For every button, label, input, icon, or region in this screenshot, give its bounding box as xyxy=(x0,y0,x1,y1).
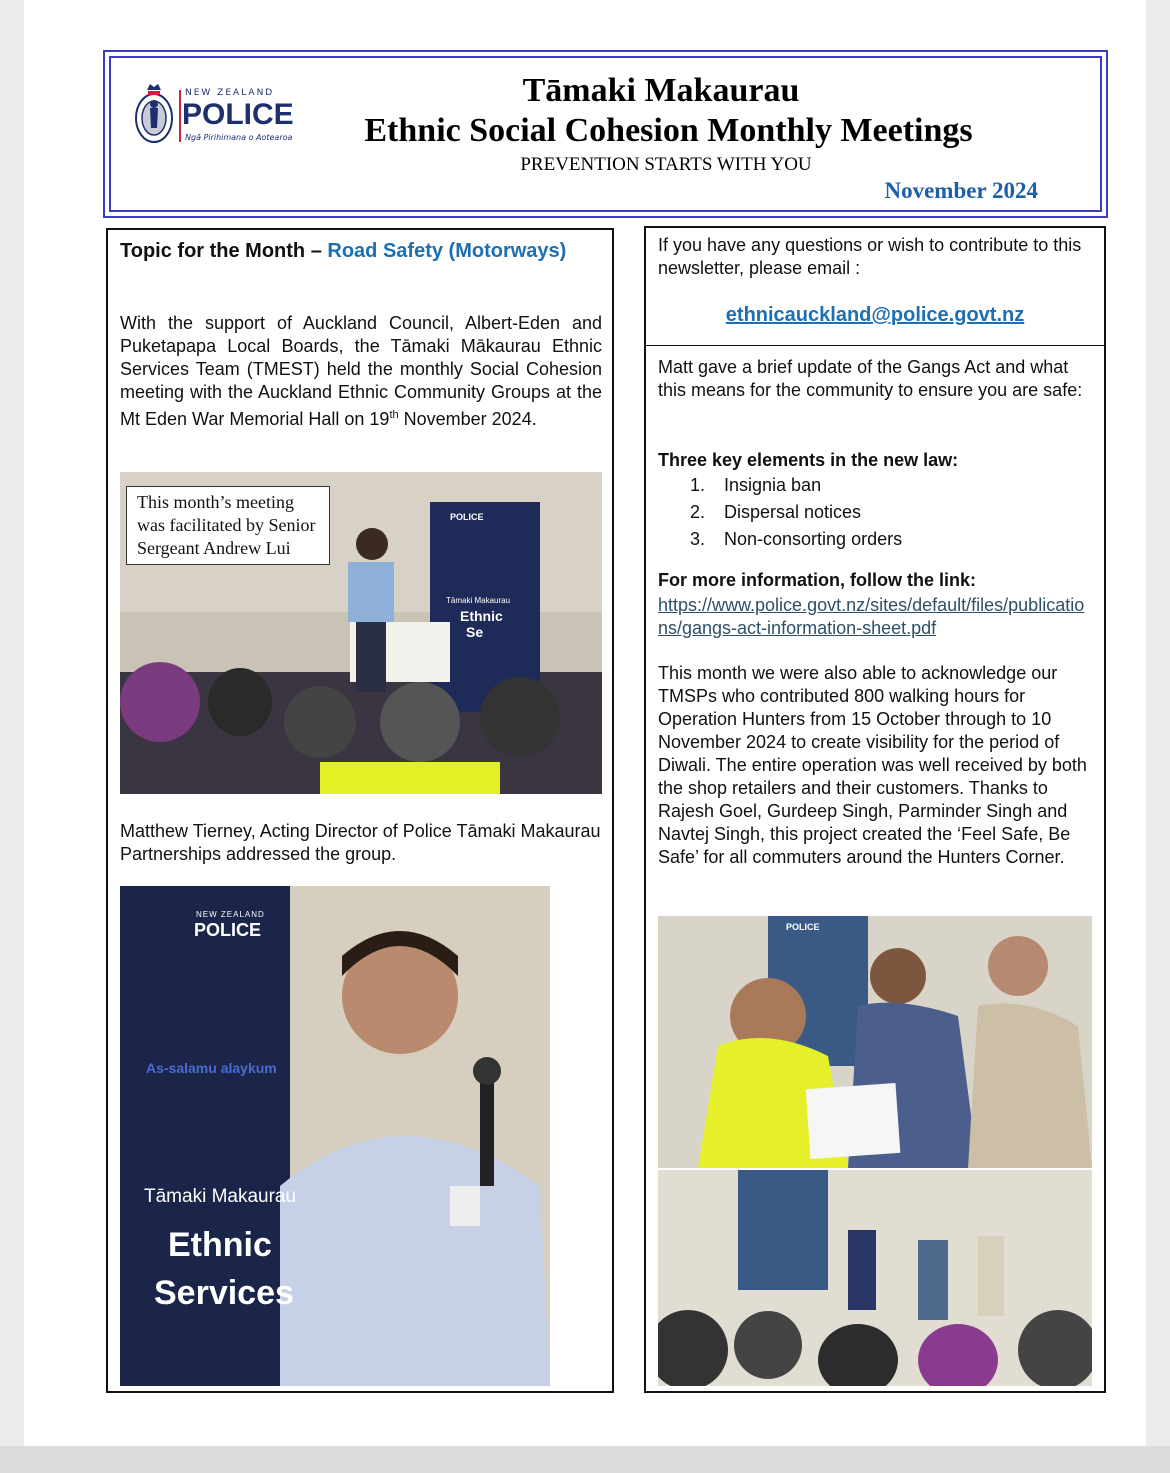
gangs-act-info-link[interactable]: https://www.police.govt.nz/sites/default/files/publications/gangs-act-information-sheet.pdf xyxy=(658,595,1085,638)
newsletter-title-line2: Ethnic Social Cohesion Monthly Meetings xyxy=(364,112,973,149)
list-text: Non-consorting orders xyxy=(724,529,903,549)
banner2-line3: Services xyxy=(154,1274,294,1312)
gangs-act-update: Matt gave a brief update of the Gangs Act and what this means for the community to ensure you are safe: xyxy=(658,357,1083,400)
banner-line2: Ethnic xyxy=(460,608,503,624)
right-column xyxy=(644,226,1106,1393)
newsletter-date: November 2024 xyxy=(884,178,1038,203)
tmsp-acknowledgement: This month we were also able to acknowledge our TMSPs who contributed 800 walking hours for Operation Hunters from 15 October through to 10 November 2024 to create visibility for the period of Diwali. The entire operation was well received by both the shop retailers and their customers. Thanks to Rajesh Goel, Gurdeep Singh, Parminder Singh and Navtej Singh, this project created the ‘Feel Safe, Be Safe’ for all commuters around the Hunters Corner. xyxy=(658,663,1087,867)
intro-end-text: November 2024. xyxy=(398,409,537,429)
intro-text: With the support of Auckland Council, Albert-Eden and Puketapapa Local Boards, the Tāmaki Mākaurau Ethnic Services Team (TMEST) held the monthly Social Cohesion meeting with the Auckland Ethnic Community Groups at the Mt Eden War Memorial Hall on 19 xyxy=(120,313,602,429)
topic-name: Road Safety (Motorways) xyxy=(327,240,567,262)
banner-line1: Tāmaki Makaurau xyxy=(446,596,511,605)
contact-email-link[interactable]: ethnicauckland@police.govt.nz xyxy=(725,304,1025,326)
topic-heading xyxy=(120,238,600,264)
law-elements-list xyxy=(690,472,902,553)
viewer-bottom-bar xyxy=(0,1446,1170,1473)
meeting-intro-paragraph xyxy=(120,312,602,431)
topic-prefix: Topic for the Month – xyxy=(120,240,328,262)
banner2-logo-text: POLICE xyxy=(194,920,262,940)
certificate-presentation-photo xyxy=(658,916,1092,1168)
newsletter-title-line1: Tāmaki Makaurau xyxy=(522,72,800,109)
more-info-heading: For more information, follow the link: xyxy=(658,570,976,590)
list-text: Dispersal notices xyxy=(724,502,862,522)
list-text: Insignia ban xyxy=(724,475,822,495)
banner2-top-text: NEW ZEALAND xyxy=(196,910,265,919)
poster-logo-text: POLICE xyxy=(786,922,820,932)
banner-line3: Se xyxy=(466,624,484,640)
contact-intro: If you have any questions or wish to contribute to this newsletter, please email : xyxy=(658,235,1082,278)
newsletter-tagline: PREVENTION STARTS WITH YOU xyxy=(520,154,812,175)
matthew-tierney-photo xyxy=(120,886,550,1386)
list-number: 3. xyxy=(690,529,706,549)
banner2-line1: Tāmaki Makaurau xyxy=(144,1186,297,1207)
community-gathering-photo xyxy=(658,1170,1092,1386)
banner2-line2: Ethnic xyxy=(168,1226,272,1264)
section-divider xyxy=(646,345,1104,346)
list-number: 2. xyxy=(690,502,706,522)
intro-superscript: th xyxy=(389,409,399,421)
logo-maori-text: Ngā Pirihimana o Aotearoa xyxy=(185,133,293,142)
law-heading: Three key elements in the new law: xyxy=(658,450,959,470)
banner-logo-text: POLICE xyxy=(450,512,484,522)
list-number: 1. xyxy=(690,475,706,495)
matthew-caption: Matthew Tierney, Acting Director of Police Tāmaki Makaurau Partnerships addressed the group. xyxy=(120,821,601,864)
banner2-greeting: As-salamu alaykum xyxy=(146,1060,277,1076)
logo-country-text: NEW ZEALAND xyxy=(185,88,275,98)
left-column xyxy=(106,228,614,1393)
newsletter-header xyxy=(103,50,1108,218)
list-item xyxy=(690,472,902,499)
meeting-facilitator-photo xyxy=(120,472,602,794)
logo-police-text: POLICE xyxy=(182,98,294,131)
newsletter-page xyxy=(24,0,1146,1446)
list-item xyxy=(690,526,902,553)
list-item xyxy=(690,499,902,526)
facilitator-caption: This month’s meeting was facilitated by Senior Sergeant Andrew Lui xyxy=(126,486,330,565)
